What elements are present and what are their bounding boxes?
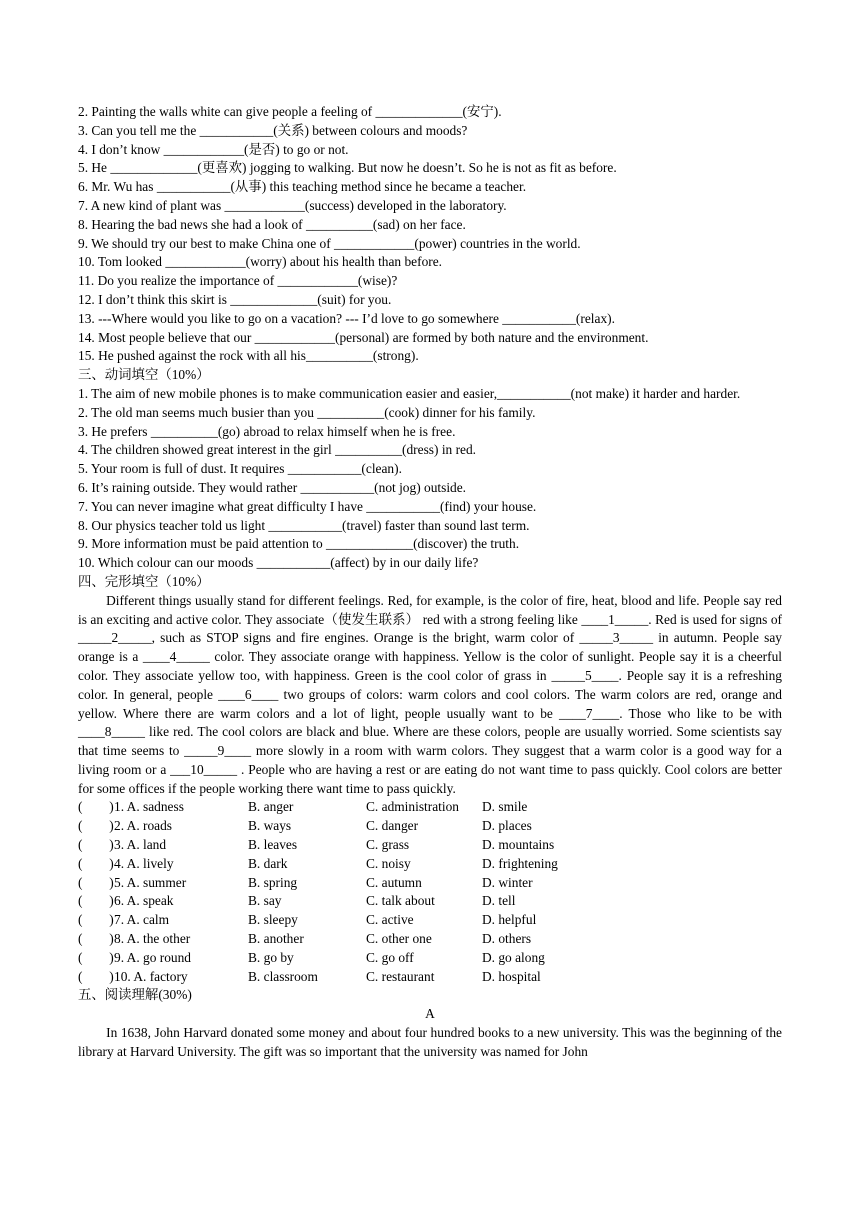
- question-item: 9. More information must be paid attention to _____________(discover) the truth.: [78, 536, 520, 552]
- answer-blank[interactable]: ( ): [78, 912, 114, 928]
- option-d: D. smile: [482, 799, 528, 815]
- option-d: D. tell: [482, 893, 516, 909]
- cloze-options: [78, 798, 782, 986]
- option-d: D. helpful: [482, 912, 537, 928]
- section-heading: 三、动词填空（10%）: [78, 367, 210, 383]
- question-item: 8. Our physics teacher told us light ___________(travel) faster than sound last term.: [78, 517, 530, 533]
- option-d: D. hospital: [482, 968, 541, 984]
- question-item: 9. We should try our best to make China one of ____________(power) countries in the world.: [78, 235, 581, 251]
- option-c: C. restaurant: [366, 968, 435, 984]
- question-item: 11. Do you realize the importance of ____________(wise)?: [78, 273, 398, 289]
- option-b: B. go by: [248, 949, 294, 965]
- option-a: 7. A. calm: [114, 912, 170, 928]
- option-b: B. another: [248, 931, 304, 947]
- answer-blank[interactable]: ( ): [78, 874, 114, 890]
- option-c: C. noisy: [366, 855, 411, 871]
- option-row: [78, 892, 782, 911]
- section2-list: [78, 103, 782, 366]
- question-item: 8. Hearing the bad news she had a look of __________(sad) on her face.: [78, 216, 466, 232]
- option-row: [78, 798, 782, 817]
- option-a: 4. A. lively: [114, 855, 174, 871]
- option-d: D. others: [482, 931, 532, 947]
- answer-blank[interactable]: ( ): [78, 837, 114, 853]
- question-item: 5. Your room is full of dust. It requires ___________(clean).: [78, 461, 402, 477]
- option-b: B. ways: [248, 818, 292, 834]
- answer-blank[interactable]: ( ): [78, 931, 114, 947]
- worksheet-page: [78, 103, 782, 1062]
- option-c: C. other one: [366, 931, 432, 947]
- answer-blank[interactable]: ( ): [78, 855, 114, 871]
- option-a: 1. A. sadness: [114, 799, 184, 815]
- option-row: [78, 968, 782, 987]
- question-item: 10. Which colour can our moods ___________(affect) by in our daily life?: [78, 555, 479, 571]
- option-a: 6. A. speak: [114, 893, 174, 909]
- question-item: 4. The children showed great interest in the girl __________(dress) in red.: [78, 442, 477, 458]
- section5: [78, 986, 782, 1061]
- option-a: 8. A. the other: [114, 931, 191, 947]
- option-c: C. grass: [366, 837, 410, 853]
- option-d: D. winter: [482, 874, 533, 890]
- option-row: [78, 817, 782, 836]
- option-row: [78, 836, 782, 855]
- option-row: [78, 930, 782, 949]
- option-c: C. autumn: [366, 874, 422, 890]
- option-row: [78, 911, 782, 930]
- question-item: 3. He prefers __________(go) abroad to relax himself when he is free.: [78, 423, 456, 439]
- option-b: B. leaves: [248, 837, 298, 853]
- option-c: C. administration: [366, 799, 459, 815]
- question-item: 14. Most people believe that our ____________(personal) are formed by both nature and the environment.: [78, 329, 649, 345]
- answer-blank[interactable]: ( ): [78, 799, 114, 815]
- option-b: B. sleepy: [248, 912, 298, 928]
- option-c: C. go off: [366, 949, 414, 965]
- question-item: 6. It’s raining outside. They would rather ___________(not jog) outside.: [78, 479, 467, 495]
- option-b: B. anger: [248, 799, 294, 815]
- option-b: B. spring: [248, 874, 298, 890]
- cloze-passage: Different things usually stand for different feelings. Red, for example, is the color of fire, heat, blood and life. People say red is an exciting and active color. They associate（使发生联系） red with a strong feeling like ____1_____. Red is used for signs of _____2_____, such as STOP signs and fire engines. Orange is the bright, warm color of _____3_____ in autumn. People say orange is a ____4_____ color. They associate orange with happiness. Yellow is the color of sunlight. People say it is a cheerful color. They associate yellow too, with happiness. Green is the cool color of grass in _____5____. People say it is a refreshing color. In general, people ____6____ two groups of colors: warm colors and cool colors. The warm colors are red, orange and yellow. Where there are warm colors and a lot of light, people usually want to be ____7____. Those who like to be with ____8_____ like red. The cool colors are black and blue. Where are these colors, people are usually worried. Some scientists say that time seems to _____9____ more slowly in a room with warm colors. They suggest that a warm color is a good way for a living room or a ___10_____ . People who are having a rest or are eating do not want time to pass quickly. Cool colors are better for some offices if the people working there want time to pass quickly.: [78, 592, 782, 796]
- section-heading: 四、完形填空（10%）: [78, 573, 210, 589]
- option-c: C. active: [366, 912, 414, 928]
- question-item: 2. The old man seems much busier than you __________(cook) dinner for his family.: [78, 404, 536, 420]
- question-item: 4. I don’t know ____________(是否) to go or not.: [78, 141, 349, 157]
- reading-passage: In 1638, John Harvard donated some money and about four hundred books to a new university. This was the beginning of the library at Harvard University. The gift was so important that the university was named for John: [78, 1025, 782, 1059]
- option-d: D. frightening: [482, 855, 558, 871]
- answer-blank[interactable]: ( ): [78, 818, 114, 834]
- answer-blank[interactable]: ( ): [78, 949, 114, 965]
- question-item: 10. Tom looked ____________(worry) about his health than before.: [78, 254, 443, 270]
- option-b: B. dark: [248, 855, 288, 871]
- answer-blank[interactable]: ( ): [78, 968, 114, 984]
- section3: [78, 366, 782, 573]
- question-item: 3. Can you tell me the ___________(关系) between colours and moods?: [78, 122, 468, 138]
- answer-blank[interactable]: ( ): [78, 893, 114, 909]
- option-b: B. say: [248, 893, 282, 909]
- option-b: B. classroom: [248, 968, 318, 984]
- option-a: 9. A. go round: [114, 949, 191, 965]
- question-item: 12. I don’t think this skirt is _____________(suit) for you.: [78, 291, 392, 307]
- option-row: [78, 874, 782, 893]
- question-item: 7. You can never imagine what great difficulty I have ___________(find) your house.: [78, 498, 537, 514]
- question-item: 13. ---Where would you like to go on a vacation? --- I’d love to go somewhere ___________(relax).: [78, 310, 615, 326]
- option-a: 5. A. summer: [114, 874, 187, 890]
- section-heading: 五、阅读理解(30%): [78, 987, 192, 1003]
- section4: [78, 573, 782, 987]
- option-c: C. danger: [366, 818, 419, 834]
- option-a: 10. A. factory: [114, 968, 188, 984]
- option-c: C. talk about: [366, 893, 435, 909]
- question-item: 15. He pushed against the rock with all his__________(strong).: [78, 348, 419, 364]
- option-row: [78, 855, 782, 874]
- passage-label: A: [425, 1006, 435, 1022]
- option-a: 2. A. roads: [114, 818, 173, 834]
- option-row: [78, 949, 782, 968]
- option-d: D. go along: [482, 949, 545, 965]
- option-d: D. mountains: [482, 837, 555, 853]
- question-item: 7. A new kind of plant was ____________(success) developed in the laboratory.: [78, 197, 507, 213]
- option-a: 3. A. land: [114, 837, 167, 853]
- question-item: 2. Painting the walls white can give people a feeling of _____________(安宁).: [78, 104, 502, 119]
- question-item: 1. The aim of new mobile phones is to make communication easier and easier,___________(not make) it harder and harder.: [78, 385, 741, 401]
- question-item: 5. He _____________(更喜欢) jogging to walking. But now he doesn’t. So he is not as fit as before.: [78, 160, 617, 176]
- option-d: D. places: [482, 818, 532, 834]
- question-item: 6. Mr. Wu has ___________(从事) this teaching method since he became a teacher.: [78, 179, 527, 195]
